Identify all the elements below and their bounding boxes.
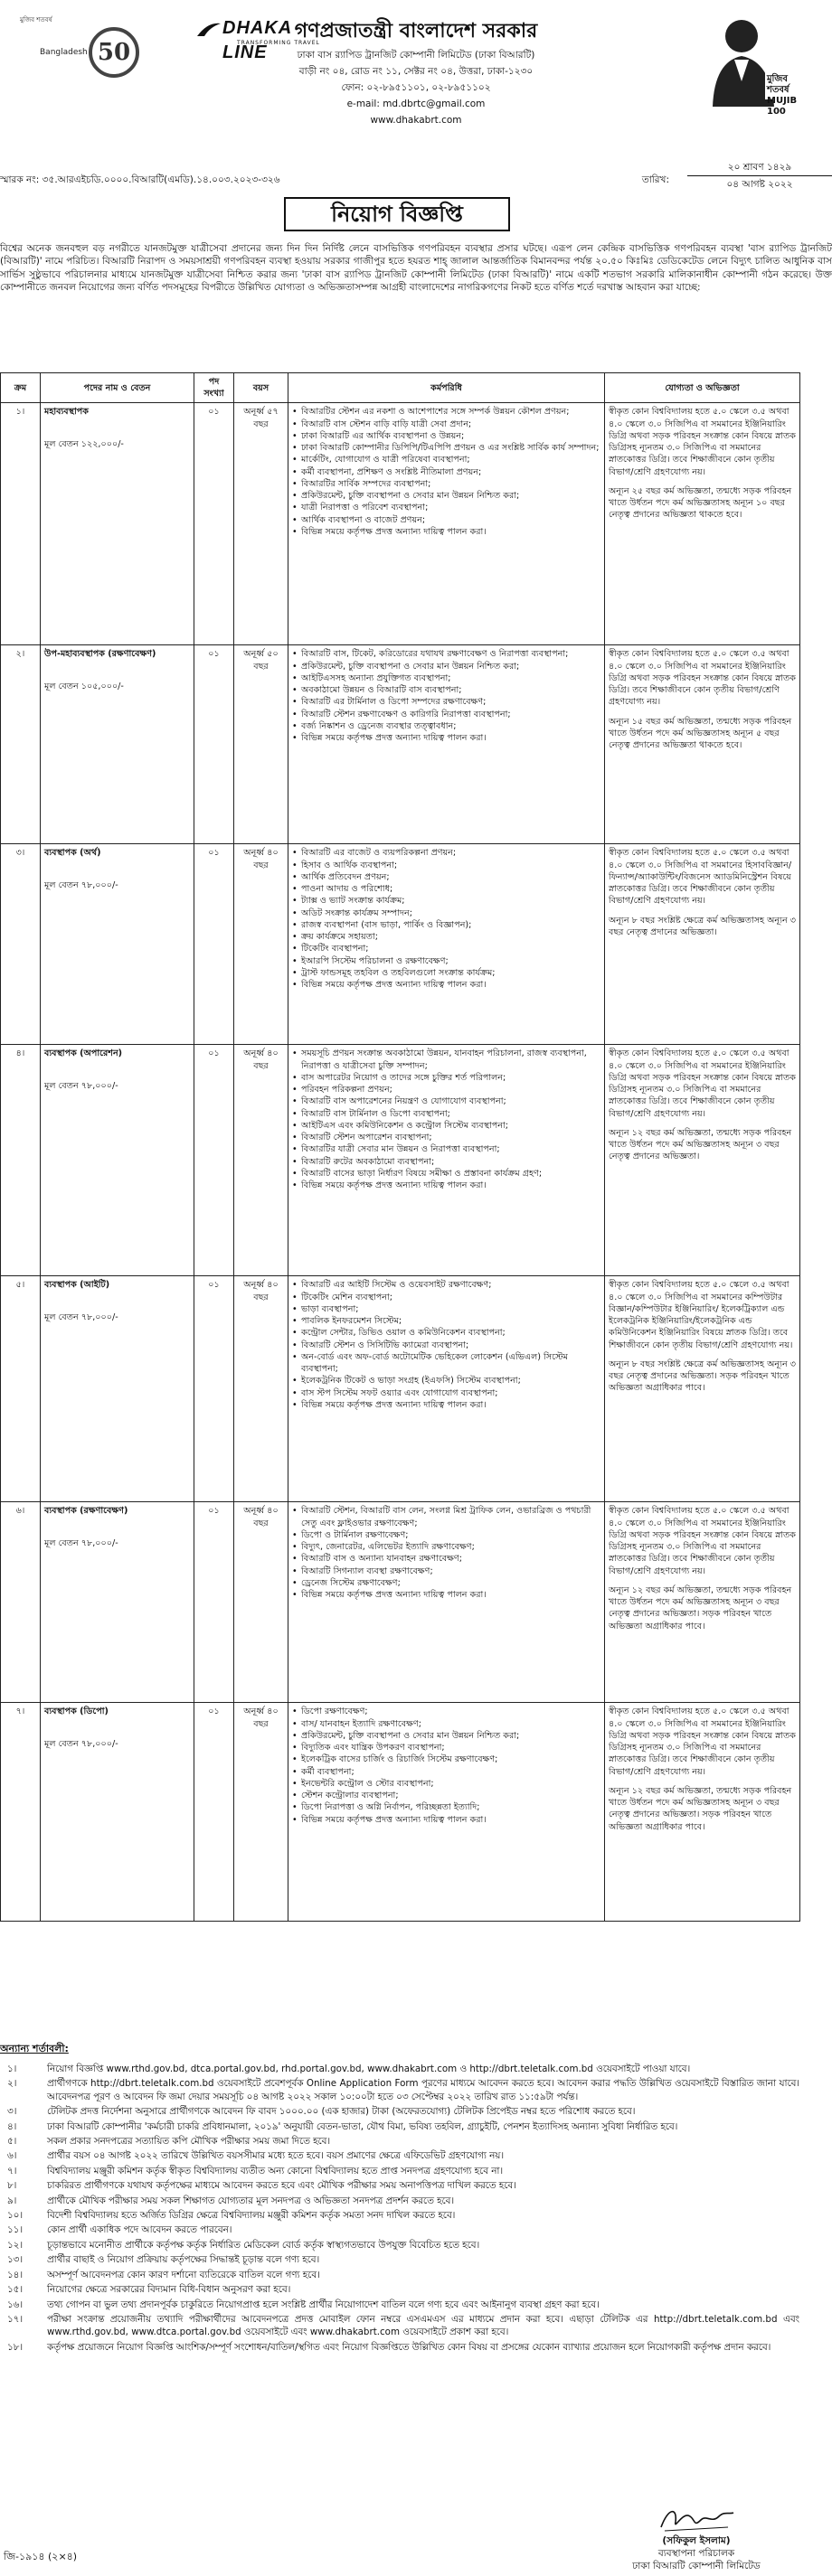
age-limit: অনূর্ধ্ব ৪০ বছর	[243, 1280, 279, 1302]
condition-number: ৬।	[7, 2150, 17, 2162]
age-cell	[234, 1502, 288, 1703]
duty-item: • পাবলিক ইনফরমেশন সিস্টেম;	[292, 1315, 600, 1327]
duty-item: • প্রকিউরমেন্ট, চুক্তি ব্যবস্থাপনা ও সেবার মান উন্নয়ন নিশ্চিত করা;	[292, 1730, 600, 1742]
duty-item: • রাজস্ব ব্যবস্থাপনা (বাস ভাড়া, পার্কিং ও বিজ্ঞাপন);	[292, 919, 600, 931]
condition-number: ১২।	[7, 2239, 24, 2251]
duties-list	[292, 1279, 600, 1411]
condition-number: ১।	[7, 2064, 17, 2074]
qualification-cell	[605, 844, 800, 1045]
condition-text: প্রার্থীর বয়স ০৪ আগষ্ট ২০২২ তারিখে উল্লিখিত বয়সসীমার মধ্যে হতে হবে। বয়স প্রমাণের ক্ষেত্রে এফিডেভিট গ্রহণযোগ্য নয়।	[47, 2150, 505, 2162]
duty-item: • বিআরটি এর আইটি সিস্টেম ও ওয়েবসাইট রক্ষণাবেক্ষণ;	[292, 1279, 600, 1291]
mujib-portrait	[695, 9, 812, 117]
table-body	[1, 403, 800, 1922]
post-count: ০১	[208, 649, 220, 660]
signatory-name: (সফিকুল ইসলাম)	[662, 2535, 731, 2546]
duty-item: • বিআরটি বাস অপারেশনের নিয়ন্ত্রণ ও যোগাযোগ ব্যবস্থাপনা;	[292, 1095, 600, 1107]
post-cell	[41, 403, 194, 645]
duty-item: • কর্মী ব্যবস্থাপনা, প্রশিক্ষণ ও সংশ্লিষ্ট নীতিমালা প্রণয়ন;	[292, 466, 600, 478]
duty-item: • ভাড়া ব্যবস্থাপনা;	[292, 1303, 600, 1315]
condition-number: ১৮।	[7, 2341, 24, 2353]
qualification-text: অন্যূন ১২ বছর কর্ম অভিজ্ঞতা, তন্মধ্যে সড়ক পরিবহন খাতে উর্ধতন পদে কর্ম অভিজ্ঞতাসহ অন্যূন ৩ বছর নেতৃত্ব প্রদানের অভিজ্ঞতা। সড়ক পরিবহন খাতে অভিজ্ঞতা অগ্রাধিকার পাবে।	[609, 1785, 792, 1832]
duty-item: • কর্মী ব্যবস্থাপনা;	[292, 1766, 600, 1778]
table-row	[1, 1703, 800, 1922]
table-header-row	[1, 373, 800, 403]
company-website: www.dhakabrt.com	[370, 115, 462, 126]
post-salary: মূল বেতন ৭৮,০০০/-	[44, 879, 118, 890]
post-count: ০১	[208, 1706, 220, 1717]
age-cell	[234, 1276, 288, 1502]
company-name: ঢাকা বাস র‍্যাপিড ট্রানজিট কোম্পানী লিমিটেড (ঢাকা বিআরটি)	[297, 50, 535, 61]
duty-item: • বিআরটি স্টেশন রক্ষণাবেক্ষণ ও কারিগরি নিরাপত্তা ব্যবস্থাপনা;	[292, 709, 600, 720]
count-cell	[194, 645, 234, 844]
duty-item: • বিআরটি বাস স্টেশন বাড়ি বাড়ি যাত্রী সেবা প্রদান;	[292, 418, 600, 430]
duty-item: • পরিবহন পরিকল্পনা প্রণয়ন;	[292, 1084, 600, 1095]
post-cell	[41, 645, 194, 844]
duty-item: • বিভিন্ন সময়ে কর্তৃপক্ষ প্রদত্ত অন্যান্য দায়িত্ব পালন করা।	[292, 732, 600, 744]
duty-item: • ইআরপি সিস্টেম পরিচালনা ও রক্ষণাবেক্ষণ;	[292, 955, 600, 967]
logo-caption: মুজিব শতবর্ষ	[20, 16, 52, 24]
company-address: বাড়ী নং ০৪, রোড নং ১১, সেক্টর নং ০৪, উত্তরা, ঢাকা-১২৩০	[298, 66, 534, 77]
condition-item	[0, 2209, 799, 2222]
duty-item: • আর্থিক ব্যবস্থাপনা ও বাজেট প্রণয়ন;	[292, 514, 600, 526]
government-title: গণপ্রজাতন্ত্রী বাংলাদেশ সরকার	[294, 20, 538, 42]
post-count: ০১	[208, 1048, 220, 1059]
post-cell	[41, 1045, 194, 1276]
count-cell	[194, 1045, 234, 1276]
serial-number: ৩।	[15, 848, 25, 859]
table-row	[1, 844, 800, 1045]
duty-item: • ট্যাক্স ও ভ্যাট সংক্রান্ত কার্যক্রম;	[292, 895, 600, 907]
duty-item: • অন-বোর্ড এবং অফ-বোর্ড অটোমেটিক ভেহিকেল লোকেশন (এভিএল) সিস্টেম ব্যবস্থাপনা;	[292, 1351, 600, 1375]
duties-list	[292, 1048, 600, 1191]
duty-item: • টিকেটিং মেশিন ব্যবস্থাপনা;	[292, 1292, 600, 1303]
serial-cell	[1, 403, 41, 645]
duty-item: • বর্জ্য নিষ্কাশন ও ড্রেনেজ ব্যবস্থার তত্ত্বাবধান;	[292, 720, 600, 732]
date-bangla: ২০ শ্রাবণ ১৪২৯	[687, 161, 832, 176]
serial-number: ১।	[15, 407, 25, 418]
duty-item: • বিভিন্ন সময়ে কর্তৃপক্ষ প্রদত্ত অন্যান্য দায়িত্ব পালন করা।	[292, 1589, 600, 1601]
qualification-text: অন্যূন ৮ বছর সংশ্লিষ্ট ক্ষেত্রে কর্ম অভিজ্ঞতাসহ অন্যূন ৩ বছর নেতৃত্ব প্রদানের অভিজ্ঞতা।	[609, 915, 796, 937]
table-row	[1, 645, 800, 844]
post-salary: মূল বেতন ৭৮,০০০/-	[44, 1312, 118, 1322]
duties-cell	[288, 844, 605, 1045]
condition-number: ১৭।	[7, 2313, 24, 2325]
age-limit: অনূর্ধ্ব ৫০ বছর	[243, 649, 279, 672]
post-cell	[41, 1502, 194, 1703]
condition-text: নিয়োগের ক্ষেত্রে সরকারের বিদ্যমান বিধি-বিধান অনুসরণ করা হবে।	[47, 2284, 291, 2296]
qualification-text: অন্যূন ৮ বছর সংশ্লিষ্ট ক্ষেত্রে কর্ম অভিজ্ঞতাসহ অন্যূন ৩ বছর নেতৃত্ব প্রদানের অভিজ্ঞতা। সড়ক পরিবহন খাতে অভিজ্ঞতা অগ্রাধিকার পাবে।	[609, 1359, 796, 1394]
condition-text: কোন প্রার্থী একাধিক পদে আবেদন করতে পারবেন।	[47, 2224, 232, 2236]
serial-number: ৭।	[15, 1706, 25, 1717]
table-row	[1, 1502, 800, 1703]
duty-item: • বিআরটি এর টার্মিনাল ও ডিপো সম্পদের রক্ষণাবেক্ষণ;	[292, 696, 600, 708]
condition-text: বিশ্ববিদ্যালয় মঞ্জুরী কমিশন কর্তৃক স্বীকৃত বিশ্ববিদ্যালয় ব্যতীত অন্য কোনো বিশ্ববিদ্যালয় হতে প্রাপ্ত সনদপত্র গ্রহণযোগ্য হবে না।	[47, 2165, 504, 2176]
date-english: ০৪ আগষ্ট ২০২২	[726, 179, 793, 191]
duty-item: • বিভিন্ন সময়ে কর্তৃপক্ষ প্রদত্ত অন্যান্য দায়িত্ব পালন করা।	[292, 1180, 600, 1191]
post-count: ০১	[208, 1280, 220, 1291]
count-cell	[194, 403, 234, 645]
duty-item: • ক্রয় কার্যক্রমে সহায়তা;	[292, 931, 600, 943]
post-cell	[41, 1703, 194, 1922]
condition-number: ১৩।	[7, 2254, 24, 2266]
duty-item: • আর্থিক প্রতিবেদন প্রণয়ন;	[292, 871, 600, 883]
serial-number: ৪।	[15, 1048, 25, 1059]
qualification-cell	[605, 403, 800, 645]
date-values	[687, 161, 832, 191]
duty-item: • পাওনা আদায় ও পরিশোধ;	[292, 883, 600, 895]
post-salary: মূল বেতন ৭৮,০০০/-	[44, 1080, 118, 1091]
duty-item: • বিআরটি স্টেশন, বিআরটি বাস লেন, সংলগ্ন মিশ্র ট্রাফিক লেন, ওভারব্রিজ ও পথচারী সেতু এবং ফ্লাইওভার রক্ষণাবেক্ষণ;	[292, 1505, 600, 1528]
condition-number: ৪।	[7, 2120, 17, 2132]
age-cell	[234, 1045, 288, 1276]
duties-list	[292, 847, 600, 991]
condition-text: চূড়ান্তভাবে মনোনীত প্রার্থীকে কর্তৃপক্ষ কর্তৃক নির্ধারিত মেডিকেল বোর্ড কর্তৃক স্বাস্থ্যগতভাবে উপযুক্ত বিবেচিত হতে হবে।	[47, 2239, 480, 2251]
post-count: ০১	[208, 1506, 220, 1517]
column-header: বয়স	[234, 373, 288, 403]
condition-text: প্রার্থীগণকে http://dbrt.teletalk.com.bd ওয়েবসাইটে প্রবেশপূর্বক Online Application Form পূরণের মাধ্যমে আবেদন করতে হবে। আবেদন করার পদ্ধতি উল্লিখিত ওয়েবসাইটে বিস্তারিত জানা যাবে। আবেদনপত্র পূরণ ও আবেদন ফি জমা দেয়ার সময়সূচি ০৪ আগষ্ট ২০২২ সকাল ১০:০০টা হতে ০৩ সেপ্টেম্বর ২০২২ তারিখ রাত ১১:৫৯টা পর্যন্ত।	[47, 2078, 799, 2102]
duty-item: • বাস অপারেটর নিয়োগ ও তাদের সঙ্গে চুক্তির শর্ত পরিপালন;	[292, 1072, 600, 1084]
condition-text: প্রার্থীর বাছাই ও নিয়োগ প্রক্রিয়ায় কর্তৃপক্ষের সিদ্ধান্তই চূড়ান্ত বলে গণ্য হবে।	[47, 2254, 320, 2266]
condition-text: পরীক্ষা সংক্রান্ত প্রয়োজনীয় তথ্যাদি পরীক্ষার্থীদের আবেদনপত্রে প্রদত্ত মোবাইল ফোন নম্বরে এসএমএস এর মাধ্যমে প্রদান করা হবে। এছাড়া টেলিটক এর http://dbrt.teletalk.com.bd এবং www.rthd.gov.bd, www.dtca.portal.gov.bd ওয়েবসাইটে এবং www.dhakabrt.com ওয়েবসাইটে প্রকাশ করা হবে।	[47, 2313, 799, 2338]
qualification-cell	[605, 1045, 800, 1276]
condition-item	[0, 2269, 799, 2281]
condition-item	[0, 2253, 799, 2266]
brand-tagline: TRANSFORMING TRAVEL	[237, 40, 320, 46]
table-row	[1, 1276, 800, 1502]
age-limit: অনূর্ধ্ব ৪০ বছর	[243, 848, 279, 870]
count-cell	[194, 1502, 234, 1703]
count-cell	[194, 844, 234, 1045]
duty-item: • ইলেকট্রনিক টিকেট ও ভাড়া সংগ্রহ (ইএফসি) সিস্টেম ব্যবস্থাপনা;	[292, 1375, 600, 1387]
condition-text: ঢাকা বিআরটি কোম্পানীর 'কর্মচারী চাকরি প্রবিধানমালা, ২০১৯' অনুযায়ী বেতন-ভাতা, যৌথ বিমা, ভবিষ্য তহবিল, গ্র্যাচুইটি, পেনশন ইত্যাদিসহ অন্যান্য সুবিধা নির্ধারিত হবে।	[47, 2120, 678, 2132]
duties-cell	[288, 1502, 605, 1703]
conditions-list	[0, 2063, 799, 2355]
duty-item: • ডিপো রক্ষণাবেক্ষণ;	[292, 1706, 600, 1717]
duty-item: • টিকেটিং ব্যবস্থাপনা;	[292, 943, 600, 954]
post-title: ব্যবস্থাপক (ডিপো)	[44, 1706, 109, 1717]
qualification-text: স্বীকৃত কোন বিশ্ববিদ্যালয় হতে ৫.০ স্কেলে ৩.৫ অথবা ৪.০ স্কেলে ৩.০ সিজিপিএ বা সমমানের ইঞ্জিনিয়ারিং ডিগ্রি অথবা সড়ক পরিবহন সংক্রান্ত কোন বিষয়ে স্নাতক ডিগ্রি। তবে শিক্ষাজীবনে কোন তৃতীয় বিভাগ/শ্রেণি গ্রহণযোগ্য নয়।	[609, 649, 796, 708]
duties-list	[292, 648, 600, 744]
post-salary: মূল বেতন ১২২,০০০/-	[44, 438, 124, 449]
post-count: ০১	[208, 407, 220, 418]
signatory-company: ঢাকা বিআরটি কোম্পানী লিমিটেড	[632, 2561, 761, 2572]
column-header: পদ সংখ্যা	[194, 373, 234, 403]
intro-paragraph: বিশ্বের অনেক জনবহুল বড় নগরীতে যানজটমুক্ত যাত্রীসেবা প্রদানের জন্য দিন দিন নির্দিষ্ট লেনে বাসভিত্তিক গণপরিবহন ব্যবস্থার প্রসার ঘটছে। এরূপ লেন কেন্দ্রিক বাসভিত্তিক গণপরিবহন ব্যবস্থা 'বাস র‍্যাপিড ট্রানজিট (বিআরটি)' নামে পরিচিত। বিআরটি নিরাপদ ও সময়সাশ্রয়ী গণপরিবহন ব্যবস্থা হওয়ায় সরকার গাজীপুর হতে হযরত শাহ্‌ জালাল আন্তর্জাতিক বিমানবন্দর পর্যন্ত ২০.৫০ কিঃমিঃ ডেডিকেটেড লেনে বিদ্যুৎ চালিত আধুনিক বাস সার্ভিস সুষ্ঠুভাবে পরিচালনার মাধ্যমে যানজটমুক্ত যাত্রীসেবা নিশ্চিত করার জন্য 'ঢাকা বাস র‍্যাপিড ট্রানজিট কোম্পানী লিমিটেড (ঢাকা বিআরটি)' নামে একটি শতভাগ সরকারি মালিকানাধীন কোম্পানী গঠন করেছে। উক্ত কোম্পানীতে জনবল নিয়োগের জন্য বর্ণিত পদসমূহের বিপরীতে উল্লিখিত যোগ্যতা ও অভিজ্ঞতাসম্পন্ন আগ্রহী বাংলাদেশের নাগরিকগণের নিকট হতে বর্ণিত শর্তে দরখাস্ত আহবান করা যাচ্ছে:	[0, 243, 832, 294]
column-header: ক্রম	[1, 373, 41, 403]
condition-number: ২।	[7, 2078, 17, 2090]
column-header: পদের নাম ও বেতন	[41, 373, 194, 403]
condition-item	[0, 2077, 799, 2103]
serial-cell	[1, 1703, 41, 1922]
qualification-text: স্বীকৃত কোন বিশ্ববিদ্যালয় হতে ৫.০ স্কেলে ৩.৫ অথবা ৪.০ স্কেলে ৩.০ সিজিপিএ বা সমমানের হিসাববিজ্ঞান/ফিন্যান্স/অ্যাকাউন্টিং/বিজনেস অ্যাডমিনিস্ট্রেশন বিষয়ে স্নাতকোত্তর ডিগ্রি। তবে শিক্ষাজীবনে কোন তৃতীয় বিভাগ/শ্রেণি গ্রহণযোগ্য নয়।	[609, 848, 792, 907]
duties-cell	[288, 1045, 605, 1276]
duty-item: • ঢাকা বিআরটি কোম্পানীর ডিপিপি/টিএপিপি প্রণয়ন ও এর সংশ্লিষ্ট সার্বিক কার্য সম্পাদন;	[292, 442, 600, 454]
duty-item: • যাত্রী নিরাপত্তা ও পরিবেশ ব্যবস্থাপনা;	[292, 502, 600, 513]
qualification-text: স্বীকৃত কোন বিশ্ববিদ্যালয় হতে ৫.০ স্কেলে ৩.৫ অথবা ৪.০ স্কেলে ৩.০ সিজিপিএ বা সমমানের ইঞ্জিনিয়ারিং ডিগ্রি অথবা সড়ক পরিবহন সংক্রান্ত কোন বিষয়ে স্নাতক ডিগ্রিসহ ন্যূনতম ৩.০ সিজিপিএ বা সমমানের স্নাতকোত্তর ডিগ্রি। তবে শিক্ষাজীবনে কোন তৃতীয় বিভাগ/শ্রেণি গ্রহণযোগ্য নয়।	[609, 1706, 796, 1777]
serial-number: ২।	[15, 649, 25, 660]
duty-item: • বিআরটি স্টেশন ও সিসিটিভি ক্যামেরা ব্যবস্থাপনা;	[292, 1340, 600, 1351]
qualification-cell	[605, 1703, 800, 1922]
condition-text: কর্তৃপক্ষ প্রয়োজনে নিয়োগ বিজ্ঞপ্তি আংশিক/সম্পূর্ণ সংশোধন/বাতিল/স্থগিত এবং নিয়োগ বিজ্ঞপ্তিতে উল্লিখিত কোন বিষয় বা প্রসঙ্গের যেকোন ব্যাখ্যার প্রয়োজন হলে নিয়োগকারী কর্তৃপক্ষ প্রদান করবে।	[47, 2341, 771, 2353]
condition-item	[0, 2341, 799, 2354]
qualification-text: অন্যূন ১২ বছর কর্ম অভিজ্ঞতা, তন্মধ্যে সড়ক পরিবহন খাতে উর্ধতন পদে কর্ম অভিজ্ঞতাসহ অন্যূন ৩ বছর নেতৃত্ব প্রদানের অভিজ্ঞতা।	[609, 1127, 792, 1162]
positions-table	[0, 372, 800, 1922]
duty-item: • বিদ্যুতিক এবং যান্ত্রিক উপকরণ ব্যবস্থাপনা;	[292, 1742, 600, 1753]
condition-number: ১৬।	[7, 2299, 24, 2310]
condition-number: ৫।	[7, 2136, 17, 2148]
duty-item: • বাস/ যানবাহন ইত্যাদি রক্ষণাবেক্ষণ;	[292, 1718, 600, 1730]
duty-item: • বিআরটি রুটের অবকাঠামো ব্যবস্থাপনা;	[292, 1156, 600, 1168]
age-cell	[234, 403, 288, 645]
condition-number: ৭।	[7, 2165, 17, 2176]
condition-item	[0, 2120, 799, 2133]
duty-item: • ট্রাস্ট ফান্ডসমূহ তহবিল ও তহবিলগুলো সংক্রান্ত কার্যক্রম;	[292, 967, 600, 979]
post-title: ব্যবস্থাপক (রক্ষণাবেক্ষণ)	[44, 1506, 128, 1517]
serial-cell	[1, 1502, 41, 1703]
condition-item	[0, 2195, 799, 2207]
duty-item: • অডিট সংক্রান্ত কার্যক্রম সম্পাদন;	[292, 907, 600, 919]
signatory-designation: ব্যবস্থাপনা পরিচালক	[657, 2548, 735, 2560]
duties-list	[292, 1706, 600, 1825]
condition-text: চাকরিরত প্রার্থীগণকে যথাযথ কর্তৃপক্ষের মাধ্যমে আবেদন করতে হবে এবং মৌখিক পরীক্ষার সময় অনাপত্তিপত্র দাখিল করতে হবে।	[47, 2180, 516, 2192]
serial-number: ৫।	[15, 1280, 25, 1291]
condition-text: বিদেশী বিশ্ববিদ্যালয় হতে অর্জিত ডিগ্রির ক্ষেত্রে বিশ্ববিদ্যালয় মঞ্জুরী কমিশন কর্তৃক সমতা সনদ দাখিল করতে হবে।	[47, 2210, 456, 2222]
post-cell	[41, 844, 194, 1045]
age-limit: অনূর্ধ্ব ৪০ বছর	[243, 1048, 279, 1071]
age-limit: অনূর্ধ্ব ৫৭ বছর	[243, 407, 279, 429]
qualification-cell	[605, 1502, 800, 1703]
duty-item: • বাস স্টপ সিস্টেম সফট ওয়্যার এবং যোগাযোগ ব্যবস্থাপনা;	[292, 1387, 600, 1399]
duty-item: • অবকাঠামো উন্নয়ন ও বিআরটি বাস ব্যবস্থাপনা;	[292, 684, 600, 696]
duties-list	[292, 1505, 600, 1601]
page-title: নিয়োগ বিজ্ঞপ্তি	[284, 197, 510, 231]
age-cell	[234, 844, 288, 1045]
column-header: কর্মপরিধি	[288, 373, 605, 403]
qualification-cell	[605, 645, 800, 844]
duty-item: • বিআরটির সার্বিক সম্পদের ব্যবস্থাপনা;	[292, 478, 600, 490]
serial-number: ৬।	[15, 1506, 25, 1517]
age-cell	[234, 1703, 288, 1922]
serial-cell	[1, 844, 41, 1045]
qualification-text: স্বীকৃত কোন বিশ্ববিদ্যালয় হতে ৫.০ স্কেলে ৩.৫ অথবা ৪.০ স্কেলে ৩.০ সিজিপিএ বা সমমানের ইঞ্জিনিয়ারিং ডিগ্রি অথবা সড়ক পরিবহন সংক্রান্ত কোন বিষয়ে স্নাতক ডিগ্রিসহ ন্যূনতম ৩.০ সিজিপিএ বা সমমানের স্নাতকোত্তর ডিগ্রি। তবে শিক্ষাজীবনে কোন তৃতীয় বিভাগ/শ্রেণি গ্রহণযোগ্য নয়।	[609, 1048, 796, 1119]
duty-item: • ঢাকা বিআরটি এর আর্থিক ব্যবস্থাপনা ও উন্নয়ন;	[292, 430, 600, 442]
duties-cell	[288, 403, 605, 645]
post-salary: মূল বেতন ১০৫,০০০/-	[44, 681, 124, 691]
serial-cell	[1, 1045, 41, 1276]
age-limit: অনূর্ধ্ব ৪০ বছর	[243, 1706, 279, 1729]
count-cell	[194, 1703, 234, 1922]
duty-item: • বিআরটি এর বাজেট ও ব্যয়পরিকল্পনা প্রণয়ন;	[292, 847, 600, 859]
post-salary: মূল বেতন ৭৮,০০০/-	[44, 1738, 118, 1749]
duties-cell	[288, 645, 605, 844]
condition-item	[0, 2063, 799, 2075]
reference-row	[0, 161, 832, 193]
qualification-cell	[605, 1276, 800, 1502]
post-title: ব্যবস্থাপক (অপারেশন)	[44, 1048, 123, 1059]
condition-number: ৯।	[7, 2195, 17, 2206]
post-cell	[41, 1276, 194, 1502]
duty-item: • প্রকিউরমেন্ট, চুক্তি ব্যবস্থাপনা ও সেবার মান উন্নয়ন নিশ্চিত করা;	[292, 490, 600, 502]
post-title: মহাব্যবস্থাপক	[44, 407, 89, 418]
portrait-caption: মুজিব শতবর্ষ MUJIB 100	[767, 74, 798, 117]
condition-text: সকল প্রকার সনদপত্রের সত্যায়িত কপি মৌখিক পরীক্ষার সময় জমা দিতে হবে।	[47, 2136, 331, 2148]
condition-number: ১৫।	[7, 2284, 24, 2296]
duty-item: • বিআরটি বাস, টিকেট, করিডোরের যথাযথ রক্ষণাবেক্ষণ ও নিরাপত্তা ব্যবস্থাপনা;	[292, 648, 600, 660]
condition-item	[0, 2283, 799, 2296]
qualification-text: অন্যূন ২৫ বছর কর্ম অভিজ্ঞতা, তন্মধ্যে সড়ক পরিবহন খাতে উর্ধতন পদে কর্ম অভিজ্ঞতাসহ অন্যূন ১০ বছর নেতৃত্ব প্রদানের অভিজ্ঞতা থাকতে হবে।	[609, 485, 792, 521]
table-row	[1, 1045, 800, 1276]
company-email: e-mail: md.dbrtc@gmail.com	[346, 99, 486, 109]
duty-item: • কন্ট্রোল সেন্টার, ডিভিও ওয়াল ও কমিউনিকেশন ব্যবস্থাপনা;	[292, 1327, 600, 1339]
age-limit: অনূর্ধ্ব ৪০ বছর	[243, 1506, 279, 1528]
signature-block	[597, 2504, 796, 2573]
conditions-title: অন্যান্য শর্তাবলী:	[0, 2043, 69, 2054]
company-phone: ফোন: ০২-৮৯৫১১০১, ০২-৮৯৫১১০২	[341, 82, 491, 93]
duty-item: • বিআরটি বাস ও অন্যান্য যানবাহন রক্ষণাবেক্ষণ;	[292, 1553, 600, 1565]
condition-number: ৩।	[7, 2106, 17, 2118]
condition-item	[0, 2313, 799, 2339]
condition-text: টেলিটক প্রদত্ত নির্দেশনা অনুসারে প্রার্থীগণকে আবেদন ফি বাবদ ১০০০.০০ (এক হাজার) টাকা (অফেরতযোগ্য) টেলিটক প্রিপেইড নম্বর হতে পরিশোধ করতে হবে।	[47, 2106, 636, 2118]
duty-item: • বিআরটি স্টেশন অপারেশন ব্যবস্থাপনা;	[292, 1132, 600, 1143]
serial-cell	[1, 645, 41, 844]
condition-number: ১৪।	[7, 2269, 24, 2280]
condition-item	[0, 2239, 799, 2252]
print-code: জি-১৯১৪ (২×৪)	[4, 2551, 78, 2562]
duty-item: • বিআরটি বাসের ভাড়া নির্ধারণ বিষয়ে সমীক্ষা ও প্রস্তাবনা কার্যক্রম গ্রহণ;	[292, 1168, 600, 1180]
duty-item: • বিভিন্ন সময়ে কর্তৃপক্ষ প্রদত্ত অন্যান্য দায়িত্ব পালন করা।	[292, 979, 600, 991]
qualification-text: স্বীকৃত কোন বিশ্ববিদ্যালয় হতে ৫.০ স্কেলে ৩.৫ অথবা ৪.০ স্কেলে ৩.০ সিজিপিএ বা সমমানের ইঞ্জিনিয়ারিং ডিগ্রি অথবা সড়ক পরিবহন সংক্রান্ত কোন বিষয়ে স্নাতক ডিগ্রিসহ ন্যূনতম ৩.০ সিজিপিএ বা সমমানের স্নাতকোত্তর ডিগ্রি। তবে শিক্ষাজীবনে কোন তৃতীয় বিভাগ/শ্রেণি গ্রহণযোগ্য নয়।	[609, 1506, 796, 1576]
duty-item: • হিসাব ও আর্থিক ব্যবস্থাপনা;	[292, 860, 600, 871]
condition-text: প্রার্থীকে মৌখিক পরীক্ষার সময় সকল শিক্ষাগত যোগ্যতার মূল সনদপত্র ও অভিজ্ঞতা সনদপত্র প্রদর্শন করতে হবে।	[47, 2195, 455, 2206]
duty-item: • বিআরটি সিগন্যাল ব্যবস্থা রক্ষণাবেক্ষণ;	[292, 1565, 600, 1577]
duty-item: • বিআরটির যাত্রী সেবার মান উন্নয়ন ও নিরাপত্তা ব্যবস্থাপনা;	[292, 1143, 600, 1155]
post-title: ব্যবস্থাপক (অর্থ)	[44, 848, 101, 859]
post-title: উপ-মহাব্যবস্থাপক (রক্ষণাবেক্ষণ)	[44, 649, 156, 660]
condition-item	[0, 2165, 799, 2177]
letterhead	[16, 9, 816, 170]
qualification-text: অন্যূন ১৫ বছর কর্ম অভিজ্ঞতা, তন্মধ্যে সড়ক পরিবহন খাতে উর্ধতন পদে কর্ম অভিজ্ঞতাসহ অন্যূন ৫ বছর নেতৃত্ব প্রদানের অভিজ্ঞতা থাকতে হবে।	[609, 716, 792, 751]
condition-item	[0, 2149, 799, 2162]
logo-country: Bangladesh	[40, 48, 88, 57]
duty-item: • স্টেশন কন্ট্রোলার ব্যবস্থাপনা;	[292, 1790, 600, 1801]
condition-number: ১০।	[7, 2210, 24, 2222]
serial-cell	[1, 1276, 41, 1502]
condition-item	[0, 2299, 799, 2311]
condition-text: তথ্য গোপন বা ভুল তথ্য প্রদানপূর্বক চাকুরিতে নিয়োগপ্রাপ্ত হলে সংশ্লিষ্ট প্রার্থীর নিয়োগাদেশ বাতিল বলে গণ্য হবে এবং আইনানুগ ব্যবস্থা গ্রহণ করা হবে।	[47, 2299, 600, 2310]
qualification-text: স্বীকৃত কোন বিশ্ববিদ্যালয় হতে ৫.০ স্কেলে ৩.৫ অথবা ৪.০ স্কেলে ৩.০ সিজিপিএ বা সমমানের ইঞ্জিনিয়ারিং ডিগ্রি অথবা সড়ক পরিবহন সংক্রান্ত কোন বিষয়ে স্নাতক ডিগ্রিসহ ন্যূনতম ৩.০ সিজিপিএ বা সমমানের স্নাতকোত্তর ডিগ্রি। তবে শিক্ষাজীবনে কোন তৃতীয় বিভাগ/শ্রেণি গ্রহণযোগ্য নয়।	[609, 407, 796, 477]
duty-item: • বিভিন্ন সময়ে কর্তৃপক্ষ প্রদত্ত অন্যান্য দায়িত্ব পালন করা।	[292, 526, 600, 538]
condition-item	[0, 2135, 799, 2148]
condition-number: ৮।	[7, 2180, 17, 2192]
duty-item: • ইনভেন্টরি কন্ট্রোল ও স্টোর ব্যবস্থাপনা;	[292, 1778, 600, 1790]
condition-item	[0, 2105, 799, 2118]
table-row	[1, 403, 800, 645]
condition-text: অসম্পূর্ণ আবেদনপত্র কোন কারণ দর্শানো ব্যতিরেকে বাতিল বলে গণ্য হবে।	[47, 2269, 320, 2280]
duty-item: • সময়সূচি প্রণয়ন সংক্রান্ত অবকাঠামো উন্নয়ন, যানবাহন পরিচালনা, রাজস্ব ব্যবস্থাপনা, নিরাপত্তা ও যাত্রীসেবা চুক্তি সম্পাদন;	[292, 1048, 600, 1071]
duty-item: • বিভিন্ন সময়ে কর্তৃপক্ষ প্রদত্ত অন্যান্য দায়িত্ব পালন করা।	[292, 1814, 600, 1826]
duties-list	[292, 406, 600, 538]
duties-cell	[288, 1703, 605, 1922]
condition-number: ১১।	[7, 2224, 24, 2236]
column-header: যোগ্যতা ও অভিজ্ঞতা	[605, 373, 800, 403]
age-cell	[234, 645, 288, 844]
duty-item: • ইলেকট্রিক বাসের চার্জিং ও রিচার্জিং সিস্টেম রক্ষণাবেক্ষণ;	[292, 1753, 600, 1765]
duty-item: • বিআরটির স্টেশন এর নকশা ও আশেপাশের সঙ্গে সম্পর্ক উন্নয়ন কৌশল প্রণয়ন;	[292, 406, 600, 418]
qualification-text: স্বীকৃত কোন বিশ্ববিদ্যালয় হতে ৫.০ স্কেলে ৩.৫ অথবা ৪.০ স্কেলে ৩.০ সিজিপিএ বা সমমানের কম্পিউটার বিজ্ঞান/কম্পিউটার ইঞ্জিনিয়ারিং/ ইলেকট্রিক্যাল এন্ড ইলেকট্রনিক ইঞ্জিনিয়ারিং/ইলেকট্রনিক এন্ড কমিউনিকেশন ইঞ্জিনিয়ারিং বিষয়ে স্নাতক ডিগ্রি। তবে শিক্ষাজীবনে কোন তৃতীয় বিভাগ/শ্রেণি গ্রহণযোগ্য নয়।	[609, 1280, 793, 1350]
condition-text: নিয়োগ বিজ্ঞপ্তি www.rthd.gov.bd, dtca.portal.gov.bd, rhd.portal.gov.bd, www.dhakabrt.com ও http://dbrt.teletalk.com.bd ওয়েবসাইটে পাওয়া যাবে।	[47, 2064, 691, 2074]
duty-item: • আইটিএসসহ অন্যান্য প্রযুক্তিগত ব্যবস্থাপনা;	[292, 672, 600, 684]
brand-name: DHAKA LINE	[222, 18, 292, 62]
duty-item: • বিআরটি বাস টার্মিনাল ও ডিপো ব্যবস্থাপনা;	[292, 1108, 600, 1120]
duty-item: • ডিপো ও টার্মিনাল রক্ষণাবেক্ষণ;	[292, 1529, 600, 1541]
post-count: ০১	[208, 848, 220, 859]
logo-number: 50	[89, 27, 139, 78]
date-label: তারিখ:	[641, 174, 669, 185]
post-salary: মূল বেতন ৭৮,০০০/-	[44, 1537, 118, 1548]
qualification-text: অন্যূন ১২ বছর কর্ম অভিজ্ঞতা, তন্মধ্যে সড়ক পরিবহন খাতে উর্ধতন পদে কর্ম অভিজ্ঞতাসহ অন্যূন ৩ বছর নেতৃত্ব প্রদানের অভিজ্ঞতা। সড়ক পরিবহন খাতে অভিজ্ঞতা অগ্রাধিকার পাবে।	[609, 1584, 792, 1631]
duty-item: • আইটিএস এবং কমিউনিকেশন ও কন্ট্রোল সিস্টেম ব্যবস্থাপনা;	[292, 1120, 600, 1132]
condition-item	[0, 2223, 799, 2236]
duty-item: • বিদ্যুৎ, জেনারেটর, এলিভেটর ইত্যাদি রক্ষণাবেক্ষণ;	[292, 1541, 600, 1553]
memo-number: স্মারক নং: ৩৫.আরএইচডি.০০০০.বিআরটি(এমডি).১৪.০০৩.২০২৩-৩২৬	[0, 174, 280, 185]
count-cell	[194, 1276, 234, 1502]
duties-cell	[288, 1276, 605, 1502]
duty-item: • ডিপো নিরাপত্তা ও অগ্নি নির্বাপন, পরিচ্ছন্নতা ইত্যাদি;	[292, 1801, 600, 1813]
condition-item	[0, 2179, 799, 2192]
duty-item: • বিভিন্ন সময়ে কর্তৃপক্ষ প্রদত্ত অন্যান্য দায়িত্ব পালন করা।	[292, 1399, 600, 1411]
duty-item: • মার্কেটিং, যোগাযোগ ও যাত্রী পরিষেবা ব্যবস্থাপনা;	[292, 454, 600, 465]
post-title: ব্যবস্থাপক (আইটি)	[44, 1280, 110, 1291]
signature-image	[656, 2504, 737, 2534]
duty-item: • ড্রেনেজ সিস্টেম রক্ষণাবেক্ষণ;	[292, 1577, 600, 1589]
duty-item: • প্রকিউরমেন্ট, চুক্তি ব্যবস্থাপনা ও সেবার মান উন্নয়ন নিশ্চিত করা;	[292, 661, 600, 672]
